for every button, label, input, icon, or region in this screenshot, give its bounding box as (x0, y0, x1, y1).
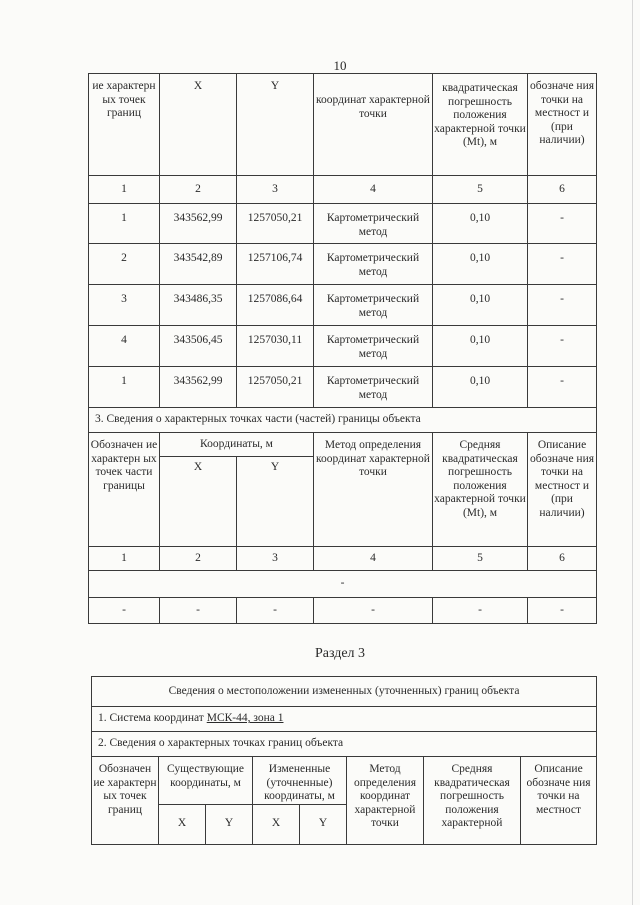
dash-cell: - (89, 598, 160, 624)
column-number: 3 (237, 176, 314, 204)
header-x: X (160, 457, 237, 547)
changed-boundaries-table (91, 676, 597, 845)
column-number: 2 (160, 176, 237, 204)
table-title: Сведения о местоположении измененных (уточненных) границ объекта (92, 677, 597, 707)
coordinate-system-value: МСК-44, зона 1 (206, 712, 284, 725)
header-x: X (160, 74, 237, 176)
dash-cell: - (433, 598, 528, 624)
y-value: 1257106,74 (237, 244, 314, 285)
merged-dash-row: - (89, 571, 597, 598)
boundary-points-table (88, 73, 597, 408)
section-heading: 3. Сведения о характерных точках части (частей) границы объекта (89, 408, 597, 433)
header-mt: Средняя квадратическая погрешность положения характерной точки (Mt), м (433, 433, 528, 547)
table-row (89, 285, 597, 326)
x-value: 343562,99 (160, 204, 237, 244)
header-point-designation: ие характерн ых точек границ (89, 74, 160, 176)
table-row (89, 326, 597, 367)
column-number: 6 (528, 176, 597, 204)
point-number: 1 (89, 204, 160, 244)
x-value: 343486,35 (160, 285, 237, 326)
point-number: 3 (89, 285, 160, 326)
header-description: Описание обозначе ния точки на местност и (при наличии) (528, 433, 597, 547)
header-point-designation: Обозначен ие характерн ых точек части границы (89, 433, 160, 547)
header-changed-y: Y (300, 804, 347, 844)
y-value: 1257086,64 (237, 285, 314, 326)
header-method: координат характерной точки (314, 74, 433, 176)
y-value: 1257050,21 (237, 204, 314, 244)
x-value: 343506,45 (160, 326, 237, 367)
header-point-designation: Обозначен ие характерн ых точек границ (92, 757, 159, 845)
mt-value: 0,10 (433, 367, 528, 408)
method-value: Картометрический метод (314, 204, 433, 244)
header-y: Y (237, 457, 314, 547)
x-value: 343542,89 (160, 244, 237, 285)
table-row (89, 598, 597, 624)
column-number: 4 (314, 176, 433, 204)
dash-cell: - (528, 598, 597, 624)
method-value: Картометрический метод (314, 326, 433, 367)
coordinate-system-label: 1. Система координат (98, 712, 204, 725)
header-method: Метод определения координат характерной точки (314, 433, 433, 547)
column-number: 2 (160, 547, 237, 571)
point-number: 2 (89, 244, 160, 285)
header-description: Описание обозначе ния точки на местност (521, 757, 597, 845)
header-existing-x: X (159, 804, 206, 844)
column-number: 5 (433, 547, 528, 571)
column-numbers-row (89, 547, 597, 571)
header-method: Метод определения координат характерной точки (347, 757, 424, 845)
y-value: 1257050,21 (237, 367, 314, 408)
header-changed-x: X (253, 804, 300, 844)
dash-cell: - (237, 598, 314, 624)
points-heading: 2. Сведения о характерных точках границ объекта (92, 732, 597, 757)
header-coordinates: Координаты, м (160, 433, 314, 457)
mt-value: 0,10 (433, 285, 528, 326)
column-number: 6 (528, 547, 597, 571)
point-number: 1 (89, 367, 160, 408)
part-boundary-points-table (88, 407, 597, 624)
mt-value: 0,10 (433, 326, 528, 367)
table-row (89, 204, 597, 244)
header-mt: Средняя квадратическая погрешность положения характерной (424, 757, 521, 845)
header-description: обозначе ния точки на местност и (при наличии) (528, 74, 597, 176)
description-value: - (528, 244, 597, 285)
mt-value: 0,10 (433, 244, 528, 285)
header-changed-coordinates: Измененные (уточненные) координаты, м (253, 757, 347, 805)
scan-edge-mark (632, 0, 633, 905)
header-existing-coordinates: Существующие координаты, м (159, 757, 253, 805)
column-number: 5 (433, 176, 528, 204)
description-value: - (528, 204, 597, 244)
description-value: - (528, 326, 597, 367)
coordinate-system-row (92, 707, 597, 732)
dash-cell: - (314, 598, 433, 624)
column-numbers-row (89, 176, 597, 204)
column-number: 1 (89, 547, 160, 571)
header-existing-y: Y (206, 804, 253, 844)
page-number: 10 (333, 58, 347, 73)
dash-cell: - (160, 598, 237, 624)
method-value: Картометрический метод (314, 285, 433, 326)
description-value: - (528, 367, 597, 408)
column-number: 1 (89, 176, 160, 204)
column-number: 4 (314, 547, 433, 571)
description-value: - (528, 285, 597, 326)
table-row (89, 367, 597, 408)
column-number: 3 (237, 547, 314, 571)
header-mt: квадратическая погрешность положения характерной точки (Mt), м (433, 74, 528, 176)
table-row (89, 244, 597, 285)
method-value: Картометрический метод (314, 244, 433, 285)
y-value: 1257030,11 (237, 326, 314, 367)
mt-value: 0,10 (433, 204, 528, 244)
x-value: 343562,99 (160, 367, 237, 408)
section-title: Раздел 3 (314, 646, 366, 661)
method-value: Картометрический метод (314, 367, 433, 408)
point-number: 4 (89, 326, 160, 367)
header-y: Y (237, 74, 314, 176)
